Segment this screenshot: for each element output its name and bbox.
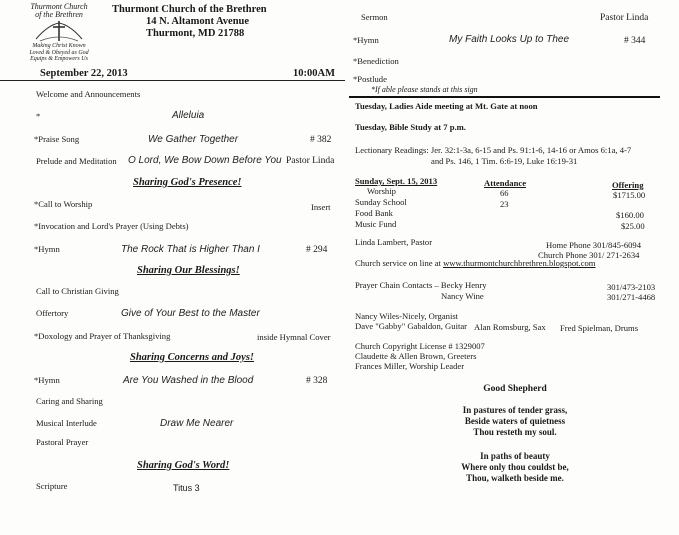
greeters: Claudette & Allen Brown, Greeters: [355, 351, 477, 361]
row-worship-label: Worship: [367, 186, 396, 196]
row-sundayschool-label: Sunday School: [355, 197, 407, 207]
stand-star: *: [36, 111, 41, 121]
poem-line-4: In paths of beauty: [480, 451, 550, 461]
offertory-label: Offertory: [36, 308, 69, 318]
invocation-item: *Invocation and Lord's Prayer (Using Debts): [34, 221, 189, 231]
service-date: September 22, 2013: [40, 68, 128, 79]
welcome-item: Welcome and Announcements: [36, 89, 141, 99]
logo-tagline-3: Equips & Empowers Us: [30, 56, 88, 62]
hymn2-label: *Hymn: [34, 375, 60, 385]
row-foodbank-label: Food Bank: [355, 208, 393, 218]
guitarist: Dave "Gabby" Gabaldon, Guitar: [355, 321, 468, 331]
online-url-link[interactable]: www.thurmontchurchbrethren.blogspot.com: [443, 258, 596, 268]
organist: Nancy Wiles-Nicely, Organist: [355, 311, 459, 321]
call-to-giving: Call to Christian Giving: [36, 286, 119, 296]
praise-song-number: # 382: [310, 135, 332, 145]
row-sundayschool-attendance: 23: [500, 199, 509, 209]
hymn3-number: # 344: [624, 36, 646, 46]
row-worship-offering: $1715.00: [613, 190, 646, 200]
church-logo: [28, 3, 90, 75]
musical-interlude-title: Draw Me Nearer: [160, 418, 234, 429]
poem-line-5: Where only thou couldst be,: [461, 462, 569, 472]
poem-line-2: Beside waters of quietness: [464, 416, 566, 426]
praise-song-title: We Gather Together: [148, 134, 239, 145]
row-worship-attendance: 66: [500, 188, 509, 198]
header-divider: [0, 80, 345, 81]
doxology-item: *Doxology and Prayer of Thanksgiving: [34, 331, 171, 341]
hymn1-number: # 294: [306, 245, 328, 255]
church-city: Thurmont, MD 21788: [146, 28, 245, 39]
prelude-label: Prelude and Meditation: [36, 156, 117, 166]
online-prefix: Church service on line at: [355, 258, 444, 268]
hymn1-label: *Hymn: [34, 244, 60, 254]
hymn3-title: My Faith Looks Up to Thee: [449, 34, 570, 45]
worship-leader: Frances Miller, Worship Leader: [355, 361, 465, 371]
prayer-chain-phone-2: 301/271-4468: [607, 292, 656, 302]
praise-song-label: *Praise Song: [34, 134, 80, 144]
section-concerns-joys: Sharing Concerns and Joys!: [130, 352, 254, 363]
prelude-by: Pastor Linda: [286, 156, 335, 166]
row-musicfund-label: Music Fund: [355, 219, 397, 229]
prelude-title: O Lord, We Bow Down Before You: [128, 155, 282, 166]
poem-line-1: In pastures of tender grass,: [462, 405, 568, 415]
drummer: Fred Spielman, Drums: [560, 323, 639, 333]
stand-note: *If able please stands at this sign: [371, 85, 478, 94]
hymn1-title: The Rock That is Higher Than I: [121, 244, 260, 255]
section-gods-word: Sharing God's Word!: [137, 460, 230, 471]
cross-icon: [28, 19, 90, 43]
section-divider: [349, 96, 660, 98]
row-foodbank-offering: $160.00: [616, 210, 644, 220]
online-service: [355, 258, 596, 268]
poem-line-6: Thou, walketh beside me.: [466, 473, 564, 483]
offering-header: Offering: [612, 180, 644, 190]
musical-interlude-label: Musical Interlude: [36, 418, 97, 428]
hymn2-title: Are You Washed in the Blood: [123, 375, 254, 386]
hymn2-number: # 328: [306, 376, 328, 386]
home-phone: Home Phone 301/845-6094: [546, 240, 642, 250]
lectionary-line-2: and Ps. 146, 1 Tim. 6:6-19, Luke 16:19-31: [431, 156, 578, 166]
attendance-date: Sunday, Sept. 15, 2013: [355, 176, 438, 186]
church-address: 14 N. Altamont Avenue: [146, 16, 250, 27]
pastor-name: Linda Lambert, Pastor: [355, 237, 433, 247]
offertory-title: Give of Your Best to the Master: [121, 308, 260, 319]
sermon-by: Pastor Linda: [600, 13, 649, 23]
logo-line-1: Thurmont Church: [30, 2, 88, 11]
alleluia-title: Alleluia: [172, 110, 205, 121]
postlude-item: *Postlude: [353, 74, 387, 84]
section-gods-presence: Sharing God's Presence!: [133, 177, 242, 188]
ladies-aide-notice: Tuesday, Ladies Aide meeting at Mt. Gate at noon: [355, 101, 538, 111]
scripture-reference: Titus 3: [173, 483, 200, 493]
poem-title: Good Shepherd: [483, 384, 547, 394]
saxophonist: Alan Romsburg, Sax: [474, 322, 546, 332]
church-phone: Church Phone 301/ 271-2634: [538, 250, 640, 260]
hymn3-label: *Hymn: [353, 35, 379, 45]
hymnal-cover-note: inside Hymnal Cover: [257, 332, 331, 342]
benediction-item: *Benediction: [353, 56, 399, 66]
logo-line-2: of the Brethren: [35, 10, 83, 19]
church-name: Thurmont Church of the Brethren: [112, 4, 267, 15]
row-musicfund-offering: $25.00: [621, 221, 645, 231]
prayer-chain-contact-2: Nancy Wine: [441, 291, 484, 301]
logo-tagline-1: Making Christ Known: [32, 43, 86, 49]
caring-sharing: Caring and Sharing: [36, 396, 103, 406]
prayer-chain-contact-1: Prayer Chain Contacts – Becky Henry: [355, 280, 487, 290]
sermon-label: Sermon: [361, 12, 388, 22]
attendance-header: Attendance: [484, 178, 527, 188]
call-to-worship: *Call to Worship: [34, 199, 93, 209]
insert-note: Insert: [311, 202, 331, 212]
pastoral-prayer: Pastoral Prayer: [36, 437, 89, 447]
copyright-license: Church Copyright License # 1329007: [355, 341, 485, 351]
bible-study-notice: Tuesday, Bible Study at 7 p.m.: [355, 122, 466, 132]
scripture-label: Scripture: [36, 481, 68, 491]
prayer-chain-phone-1: 301/473-2103: [607, 282, 656, 292]
lectionary-line-1: Lectionary Readings: Jer. 32:1-3a, 6-15 and Ps. 91:1-6, 14-16 or Amos 6:1a, 4-7: [355, 145, 632, 155]
logo-tagline-2: Loved & Obeyed as God: [29, 49, 89, 56]
section-our-blessings: Sharing Our Blessings!: [137, 265, 240, 276]
poem-line-3: Thou resteth my soul.: [473, 427, 557, 437]
service-time: 10:00AM: [293, 68, 335, 79]
